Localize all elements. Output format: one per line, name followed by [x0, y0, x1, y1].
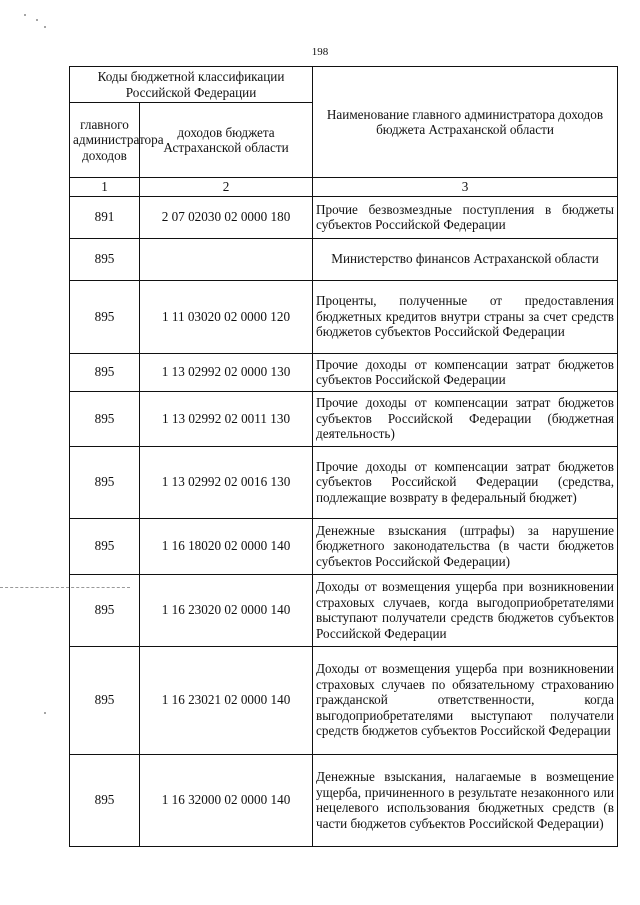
income-name-cell: Прочие безвозмездные поступления в бюджеты субъектов Российской Федерации — [313, 196, 618, 238]
header-num-2: 2 — [140, 178, 313, 197]
header-row-numbers — [70, 178, 618, 197]
header-row-group — [70, 67, 618, 103]
table-row — [70, 280, 618, 353]
income-code-cell: 1 16 23021 02 0000 140 — [140, 646, 313, 754]
admin-code-cell: 895 — [70, 353, 140, 391]
admin-code-cell: 895 — [70, 574, 140, 646]
scan-speck — [36, 19, 38, 21]
header-num-3: 3 — [313, 178, 618, 197]
admin-code-cell: 895 — [70, 238, 140, 280]
admin-code-cell: 895 — [70, 646, 140, 754]
income-code-cell: 1 16 32000 02 0000 140 — [140, 754, 313, 846]
table-row — [70, 574, 618, 646]
table-row — [70, 238, 618, 280]
admin-code-cell: 895 — [70, 446, 140, 518]
header-admin-cell: главного администратора доходов — [70, 103, 140, 178]
income-code-cell: 1 16 23020 02 0000 140 — [140, 574, 313, 646]
admin-code-cell: 895 — [70, 391, 140, 446]
income-name-cell: Денежные взыскания, налагаемые в возмещение ущерба, причиненного в результате незаконного или нецелевого использования бюджетных средств (в части бюджетов субъектов Российской Федерации) — [313, 754, 618, 846]
page-number: 198 — [311, 46, 329, 58]
income-name-cell: Проценты, полученные от предоставления бюджетных кредитов внутри страны за счет средств бюджетов субъектов Российской Федерации — [313, 280, 618, 353]
table-row — [70, 646, 618, 754]
table-row — [70, 754, 618, 846]
administrator-name-cell: Министерство финансов Астраханской области — [313, 238, 618, 280]
income-code-cell: 1 13 02992 02 0016 130 — [140, 446, 313, 518]
income-name-cell: Денежные взыскания (штрафы) за нарушение бюджетного законодательства (в части бюджетов субъектов Российской Федерации) — [313, 518, 618, 574]
income-code-cell: 1 16 18020 02 0000 140 — [140, 518, 313, 574]
budget-classification-table — [69, 66, 618, 847]
admin-code-cell: 895 — [70, 280, 140, 353]
scan-speck — [44, 712, 46, 714]
income-name-cell: Прочие доходы от компенсации затрат бюджетов субъектов Российской Федерации — [313, 353, 618, 391]
table-row — [70, 518, 618, 574]
scan-speck — [24, 14, 26, 16]
table-row — [70, 391, 618, 446]
admin-code-cell: 891 — [70, 196, 140, 238]
income-code-cell: 1 13 02992 02 0011 130 — [140, 391, 313, 446]
header-group-cell: Коды бюджетной классификации Российской Федерации — [70, 67, 313, 103]
income-code-cell — [140, 238, 313, 280]
income-code-cell: 1 11 03020 02 0000 120 — [140, 280, 313, 353]
admin-code-cell: 895 — [70, 754, 140, 846]
table-row — [70, 353, 618, 391]
income-name-cell: Доходы от возмещения ущерба при возникновении страховых случаев, когда выгодоприобретателями выступают получатели средств бюджетов субъектов Российской Федерации — [313, 574, 618, 646]
income-name-cell: Прочие доходы от компенсации затрат бюджетов субъектов Российской Федерации (бюджетная деятельность) — [313, 391, 618, 446]
income-name-cell: Прочие доходы от компенсации затрат бюджетов субъектов Российской Федерации (средства, подлежащие возврату в федеральный бюджет) — [313, 446, 618, 518]
income-code-cell: 1 13 02992 02 0000 130 — [140, 353, 313, 391]
income-code-cell: 2 07 02030 02 0000 180 — [140, 196, 313, 238]
table-row — [70, 446, 618, 518]
header-num-1: 1 — [70, 178, 140, 197]
header-income-cell: доходов бюджета Астраханской области — [140, 103, 313, 178]
header-name-cell: Наименование главного администратора доходов бюджета Астраханской области — [313, 67, 618, 178]
admin-code-cell: 895 — [70, 518, 140, 574]
income-name-cell: Доходы от возмещения ущерба при возникновении страховых случаев по обязательному страхованию гражданской ответственности, когда выгодоприобретателями выступают получатели средств бюджетов субъектов Российской Федерации — [313, 646, 618, 754]
table-row — [70, 196, 618, 238]
scan-artifact-dashed-line — [0, 587, 130, 588]
scan-speck — [44, 26, 46, 28]
